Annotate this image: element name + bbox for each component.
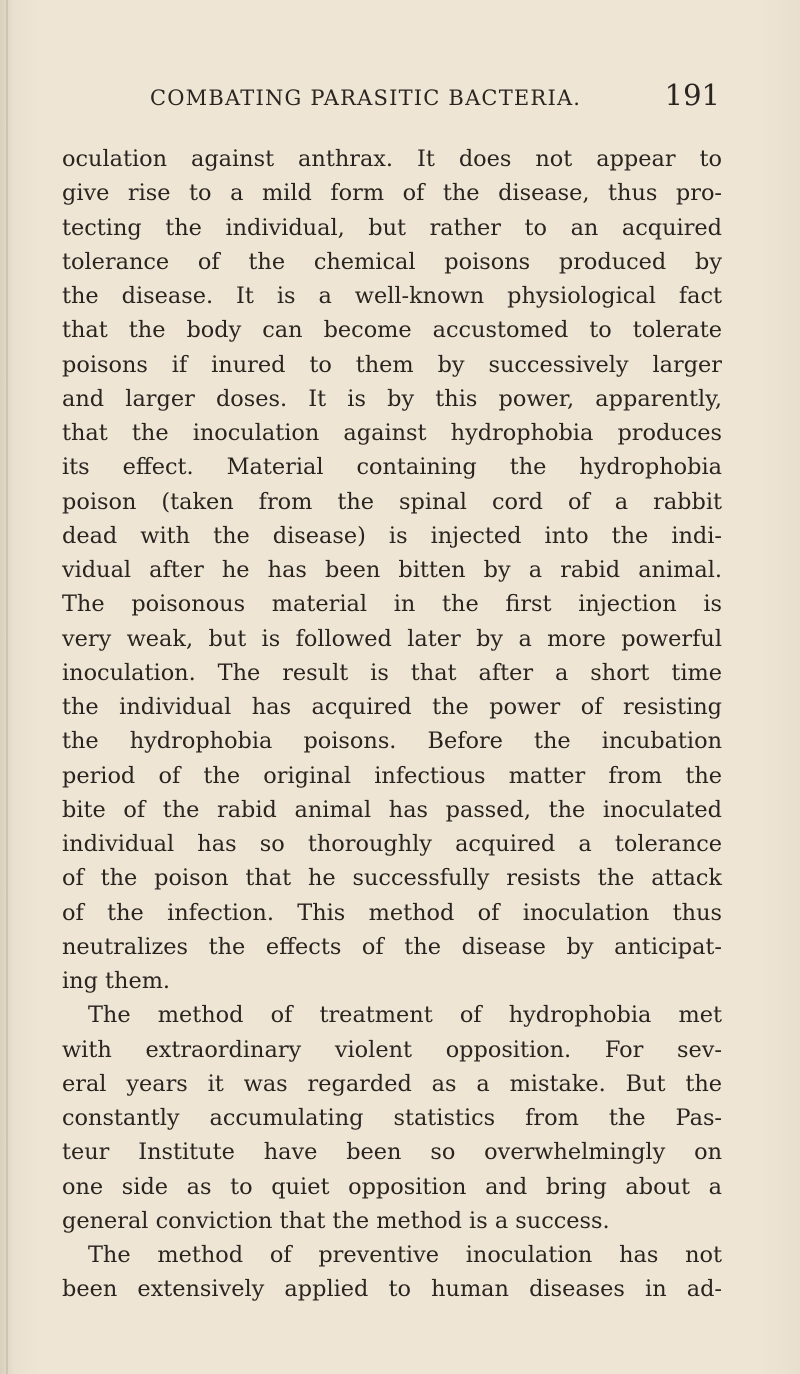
text-line: teur Institute have been so overwhelmingly on (62, 1139, 722, 1166)
text-line: inoculation. The result is that after a short time (62, 659, 722, 686)
running-title: COMBATING PARASITIC BACTERIA. (150, 86, 582, 110)
text-line: eral years it was regarded as a mistake. But the (62, 1070, 722, 1097)
text-line: oculation against anthrax. It does not appear to (62, 146, 722, 172)
paragraph-end-line: ing them. (62, 968, 171, 994)
text-line: the individual has acquired the power of resisting (62, 694, 722, 720)
text-line: the hydrophobia poisons. Before the incubation (62, 728, 722, 755)
text-line: tecting the individual, but rather to an acquired (62, 214, 722, 241)
text-line: and larger doses. It is by this power, apparently, (62, 385, 722, 412)
text-line: been extensively applied to human diseases in ad- (62, 1276, 722, 1303)
paragraph-end-line: general conviction that the method is a success. (62, 1207, 610, 1234)
text-line: of the infection. This method of inoculation thus (62, 899, 722, 926)
page-number: 191 (664, 78, 720, 112)
text-line: of the poison that he successfully resists the attack (62, 865, 722, 892)
text-line: its effect. Material containing the hydrophobia (62, 454, 722, 481)
text-line: The poisonous material in the first injection is (62, 591, 722, 618)
text-line: individual has so thoroughly acquired a tolerance (62, 831, 722, 857)
text-line: the disease. It is a well-known physiological fact (62, 283, 722, 309)
text-line: that the body can become accustomed to tolerate (62, 317, 722, 344)
text-line: one side as to quiet opposition and bring about a (62, 1173, 722, 1200)
text-line: vidual after he has been bitten by a rabid animal. (62, 557, 722, 583)
text-line: poison (taken from the spinal cord of a rabbit (62, 488, 722, 515)
text-line: bite of the rabid animal has passed, the inoculated (62, 796, 722, 823)
text-line: tolerance of the chemical poisons produced by (62, 248, 722, 275)
paragraph-start-line: The method of treatment of hydrophobia met (88, 1002, 722, 1029)
text-line: constantly accumulating statistics from the Pas- (62, 1105, 722, 1131)
text-line: give rise to a mild form of the disease, thus pro- (62, 180, 722, 207)
text-line: with extraordinary violent opposition. For sev- (62, 1036, 722, 1063)
text-line: very weak, but is followed later by a more powerful (62, 625, 722, 652)
body-text (62, 142, 722, 1307)
text-line: neutralizes the effects of the disease by anticipat- (62, 933, 722, 960)
text-line: that the inoculation against hydrophobia produces (62, 420, 722, 446)
running-head (150, 78, 720, 114)
text-line: poisons if inured to them by successively larger (62, 351, 722, 378)
paragraph-start-line: The method of preventive inoculation has not (88, 1242, 722, 1268)
text-line: period of the original infectious matter from the (62, 762, 722, 789)
page-gutter (6, 0, 8, 1374)
text-line: dead with the disease) is injected into the indi- (62, 522, 722, 549)
